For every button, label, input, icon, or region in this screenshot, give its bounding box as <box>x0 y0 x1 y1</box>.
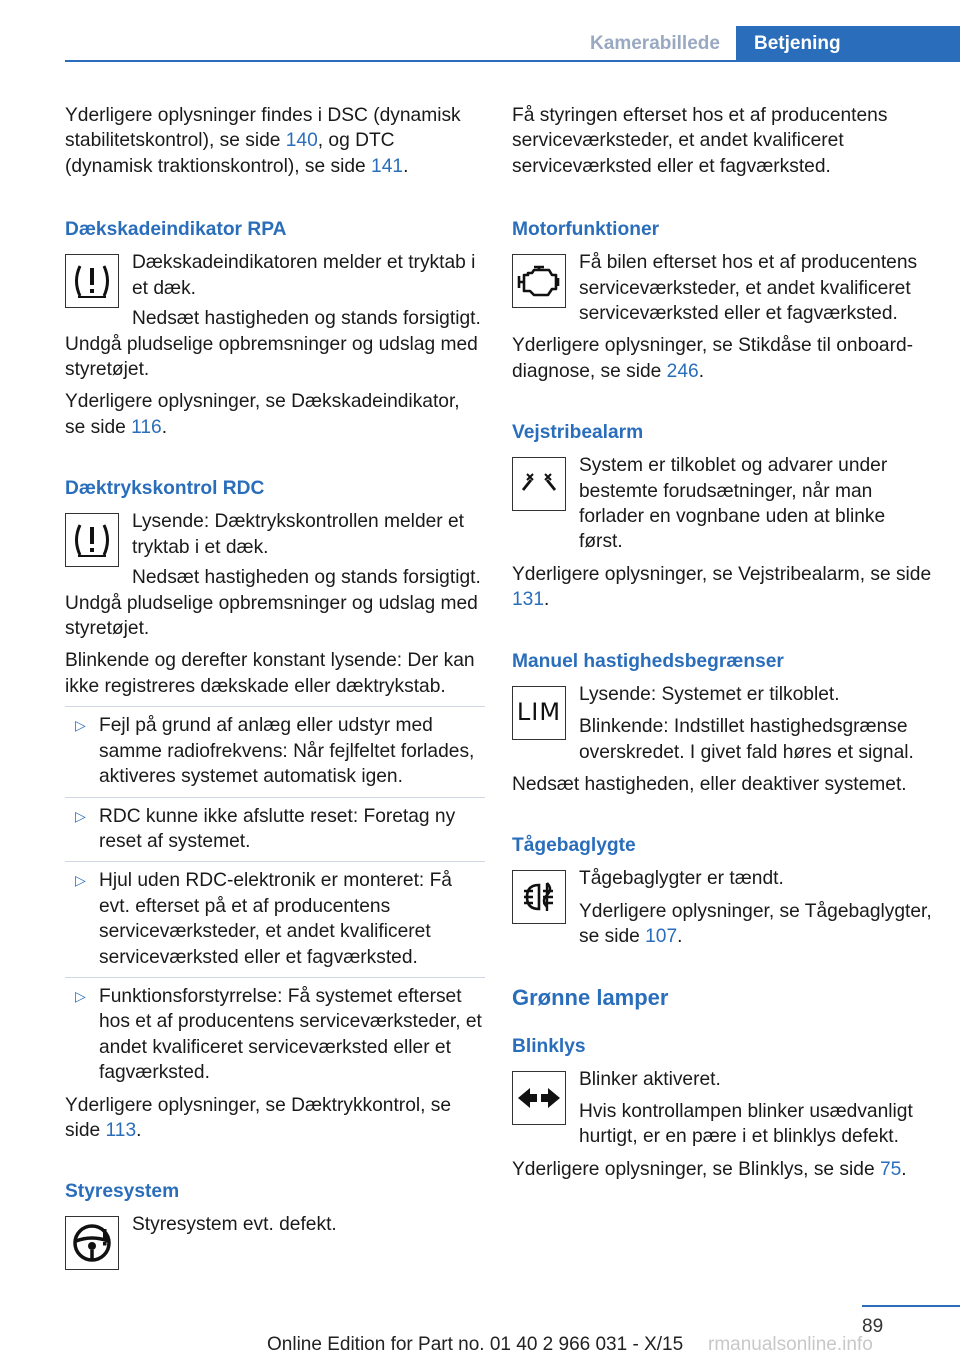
turn-signal-p3: Yderligere oplysninger, se Blinklys, se side 75. <box>512 1158 907 1180</box>
section-green-lamps <box>512 984 932 1183</box>
lane-departure-icon <box>512 457 566 511</box>
section-steering <box>65 1179 485 1268</box>
section-title-steering: Styresystem <box>65 1181 180 1203</box>
turn-signal-p2: Hvis kontrollampen blinker usædvanligt hurtigt, er en pære i et blinklys defekt. <box>579 1100 913 1148</box>
heading-green-lamps: Grønne lamper <box>512 984 669 1010</box>
section-fog <box>512 833 932 949</box>
section-rdc <box>65 476 485 1143</box>
turn-signal-arrows-icon <box>512 1071 566 1125</box>
rpa-p2: Nedsæt hastigheden og stands forsigtigt. Undgå pludselige opbremsninger og udslag med styretøjet. <box>65 308 481 381</box>
turn-signal-p1: Blinker aktiveret. <box>579 1068 721 1090</box>
section-title-fog: Tågebaglygte <box>512 835 636 857</box>
header-section-tab[interactable]: Kamerabillede <box>590 33 720 54</box>
rdc-p3: Blinkende og derefter konstant lysende: Der kan ikke registreres dækskade eller dæktrykstab. <box>65 650 475 697</box>
speed-limiter-icon <box>512 686 566 740</box>
tire-pressure-warning-icon <box>65 513 119 567</box>
limiter-p3: Nedsæt hastigheden, eller deaktiver systemet. <box>512 773 907 795</box>
page-number: 89 <box>862 1316 884 1337</box>
right-column <box>512 103 932 1189</box>
limiter-icon-text: LIM <box>516 697 562 726</box>
watermark: rmanualsonline.info <box>708 1334 873 1355</box>
rdc-p4: Yderligere oplysninger, se Dæktrykkontrol, se side 113. <box>65 1094 452 1141</box>
section-title-turn-signal: Blinklys <box>512 1035 586 1057</box>
page-link-140[interactable]: 140 <box>285 130 318 152</box>
list-item: ▷ RDC kunne ikke afslutte reset: Foretag ny reset af systemet. <box>65 797 485 855</box>
engine-p2: Yderligere oplysninger, se Stikdåse til onboard-diagnose, se side 246. <box>512 335 914 382</box>
page-link-116[interactable]: 116 <box>131 416 162 438</box>
tire-pressure-warning-icon <box>65 254 119 308</box>
limiter-p2: Blinkende: Indstillet hastighedsgrænse overskredet. I givet fald høres et signal. <box>579 716 914 763</box>
steering-continuation: Få styringen efterset hos et af producentens serviceværksteder, et andet kvalificeret serviceværksted eller et fagværksted. <box>512 105 888 177</box>
fog-p2: Yderligere oplysninger, se Tågebaglygter, se side 107. <box>579 900 932 948</box>
rdc-p1: Lysende: Dæktrykskontrollen melder et tryktab i et dæk. <box>132 511 465 558</box>
page-link-246[interactable]: 246 <box>666 360 699 382</box>
page-link-75[interactable]: 75 <box>879 1158 902 1180</box>
page-link-107[interactable]: 107 <box>645 926 678 948</box>
triangle-bullet-icon: ▷ <box>75 987 86 1004</box>
section-lane <box>512 420 932 612</box>
limiter-p1: Lysende: Systemet er tilkoblet. <box>579 683 840 705</box>
edition-footer: Online Edition for Part no. 01 40 2 966 031 - X/15 <box>267 1334 684 1355</box>
list-item: ▷ Hjul uden RDC-elektronik er monteret: Få evt. efterset på et af producentens serviceværksteder, et andet kvalificeret serviceværksted eller et fagværksted. <box>65 861 485 970</box>
page-link-141[interactable]: 141 <box>371 155 404 177</box>
triangle-bullet-icon: ▷ <box>75 807 86 824</box>
section-title-rdc: Dæktrykskontrol RDC <box>65 478 265 500</box>
fog-p1: Tågebaglygter er tændt. <box>579 868 784 890</box>
left-column <box>65 103 485 1268</box>
page-link-131[interactable]: 131 <box>512 589 545 611</box>
rdc-p2: Nedsæt hastigheden og stands forsigtigt. Undgå pludselige opbremsninger og udslag med styretøjet. <box>65 567 481 640</box>
rpa-p3: Yderligere oplysninger, se Dækskadeindikator, se side 116. <box>65 391 460 438</box>
section-title-limiter: Manuel hastighedsbegrænser <box>512 650 784 672</box>
engine-icon <box>512 254 566 308</box>
steering-wheel-icon <box>65 1216 119 1270</box>
header-chapter-tab[interactable]: Betjening <box>736 26 960 62</box>
section-rpa <box>65 217 485 440</box>
rpa-p1: Dækskadeindikatoren melder et tryktab i et dæk. <box>132 252 476 299</box>
section-limiter <box>512 649 932 798</box>
page-link-113[interactable]: 113 <box>105 1119 137 1141</box>
section-title-lane: Vejstribealarm <box>512 422 644 444</box>
footer-rule <box>862 1305 960 1307</box>
engine-p1: Få bilen efterset hos et af producentens serviceværksteder, et andet kvalificeret serviceværksted eller et fagværksted. <box>579 252 918 325</box>
rdc-bullet-list <box>65 706 485 1085</box>
intro-paragraph: Yderligere oplysninger findes i DSC (dynamisk stabilitetskontrol), se side 140, og DTC (dynamisk traktionskontrol), se side 141. <box>65 105 461 177</box>
lane-p1: System er tilkoblet og advarer under bestemte forudsætninger, når man forlader en vognbane uden at blinke først. <box>579 455 888 553</box>
lane-p2: Yderligere oplysninger, se Vejstribealarm, se side 131. <box>512 563 932 611</box>
triangle-bullet-icon: ▷ <box>75 872 86 889</box>
list-item: ▷ Fejl på grund af anlæg eller udstyr med samme radiofrekvens: Når fejlfeltet forlades, aktiveres systemet automatisk igen. <box>65 706 485 789</box>
section-title-engine: Motorfunktioner <box>512 219 660 241</box>
rear-fog-light-icon <box>512 870 566 924</box>
header-rule <box>65 60 960 62</box>
list-item: ▷ Funktionsforstyrrelse: Få systemet efterset hos et af producentens serviceværksteder, et andet kvalificeret serviceværksted eller et fagværksted. <box>65 977 485 1086</box>
steering-p1: Styresystem evt. defekt. <box>132 1214 337 1236</box>
section-title-rpa: Dækskadeindikator RPA <box>65 219 287 241</box>
triangle-bullet-icon: ▷ <box>75 717 86 734</box>
section-engine <box>512 217 932 384</box>
